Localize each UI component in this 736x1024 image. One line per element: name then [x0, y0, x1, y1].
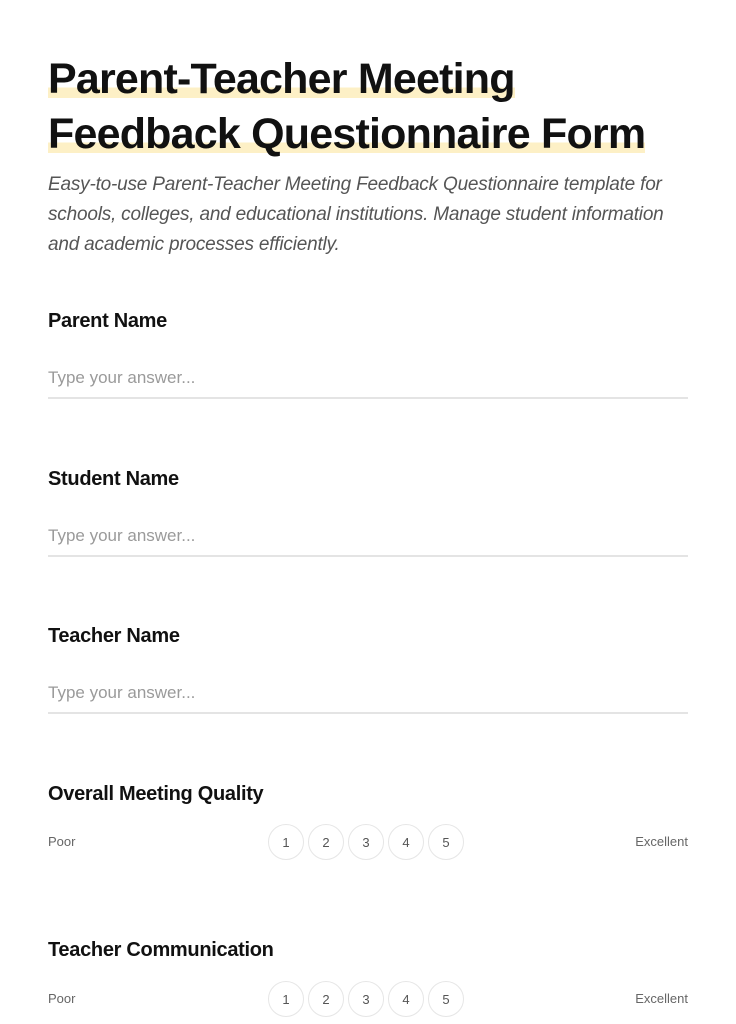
- rating-option-3[interactable]: 3: [348, 981, 384, 1017]
- rating-option-4[interactable]: 4: [388, 824, 424, 860]
- rating-high-label: Excellent: [635, 834, 688, 849]
- rating-option-3[interactable]: 3: [348, 824, 384, 860]
- rating-option-5[interactable]: 5: [428, 824, 464, 860]
- question-parent-name: [48, 309, 688, 333]
- question-label: Teacher Name: [48, 625, 180, 647]
- rating-high-label: Excellent: [635, 991, 688, 1006]
- question-label: Parent Name: [48, 310, 167, 332]
- rating-option-1[interactable]: 1: [268, 824, 304, 860]
- student-name-input[interactable]: [48, 517, 688, 557]
- question-label: Overall Meeting Quality: [48, 783, 264, 805]
- parent-name-input[interactable]: [48, 359, 688, 399]
- question-student-name: [48, 467, 688, 491]
- rating-low-label: Poor: [48, 834, 76, 849]
- rating-scale: [48, 981, 688, 1017]
- question-teacher-communication: [48, 938, 688, 1007]
- question-teacher-name: [48, 624, 688, 648]
- question-label: Student Name: [48, 468, 179, 490]
- rating-option-5[interactable]: 5: [428, 981, 464, 1017]
- rating-option-2[interactable]: 2: [308, 824, 344, 860]
- rating-option-4[interactable]: 4: [388, 981, 424, 1017]
- teacher-name-input[interactable]: [48, 674, 688, 714]
- question-overall-meeting-quality: [48, 782, 688, 850]
- form-description: Easy-to-use Parent-Teacher Meeting Feedback Questionnaire template for schools, colleges, and educational institutions. Manage student information and academic processes efficiently.: [48, 174, 664, 255]
- page-title: [48, 52, 645, 162]
- rating-scale: [48, 824, 688, 860]
- title-line-1: Parent-Teacher Meeting: [48, 55, 515, 103]
- rating-option-2[interactable]: 2: [308, 981, 344, 1017]
- rating-option-1[interactable]: 1: [268, 981, 304, 1017]
- title-line-2: Feedback Questionnaire Form: [48, 110, 646, 158]
- question-label: Teacher Communication: [48, 939, 274, 961]
- rating-low-label: Poor: [48, 991, 76, 1006]
